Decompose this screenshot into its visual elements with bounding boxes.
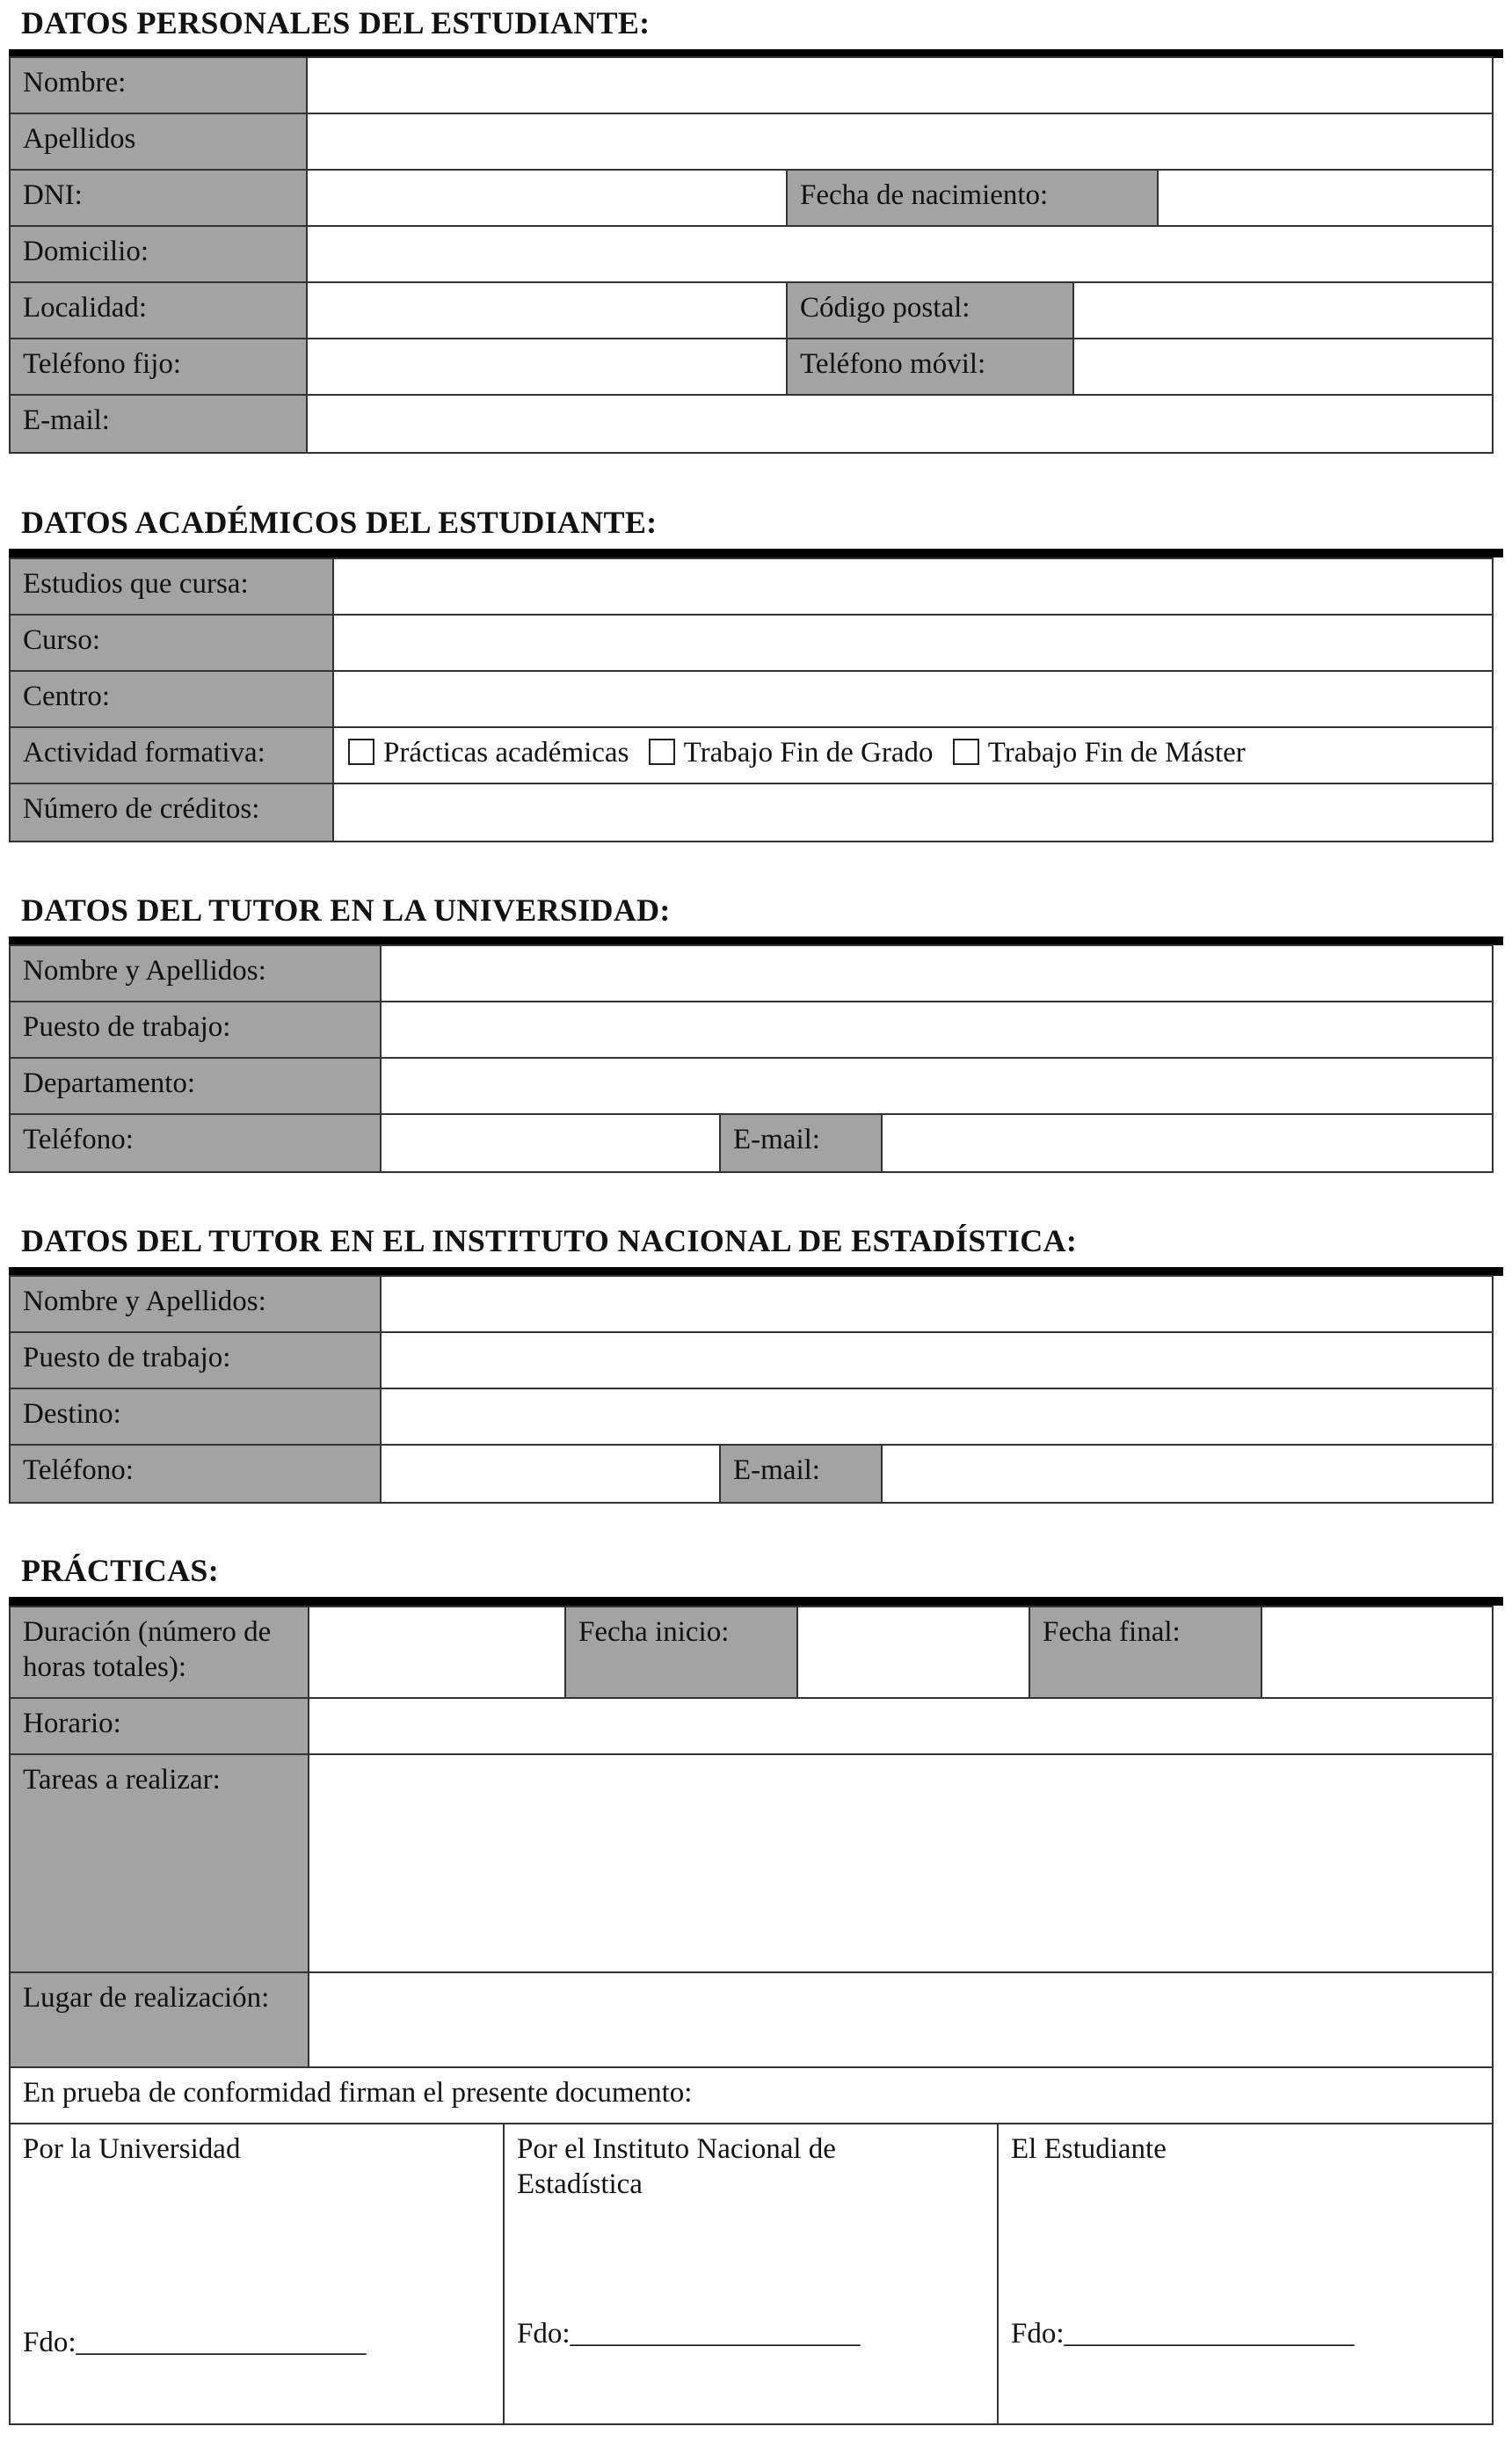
input-fecha-inicio[interactable] <box>796 1606 1030 1699</box>
fdo-universidad: Fdo:____________________ <box>23 2327 367 2358</box>
actividad-options <box>332 726 1494 784</box>
input-tutor-uni-puesto[interactable] <box>380 1001 1494 1059</box>
input-tutor-ine-nombre[interactable] <box>380 1275 1494 1333</box>
label-tutor-uni-departamento: Departamento: <box>9 1057 382 1115</box>
input-tutor-uni-telefono[interactable] <box>380 1113 721 1173</box>
input-curso[interactable] <box>332 614 1494 672</box>
input-tutor-uni-email[interactable] <box>881 1113 1494 1173</box>
input-localidad[interactable] <box>306 281 788 339</box>
input-tutor-uni-nombre[interactable] <box>380 944 1494 1002</box>
input-horario[interactable] <box>308 1697 1494 1755</box>
label-tutor-uni-telefono: Teléfono: <box>9 1113 382 1173</box>
section-title-tutor-uni: DATOS DEL TUTOR EN LA UNIVERSIDAD: <box>21 893 671 928</box>
firma-universidad[interactable] <box>9 2123 505 2425</box>
input-telefono-movil[interactable] <box>1072 338 1494 396</box>
label-actividad: Actividad formativa: <box>9 726 334 784</box>
section-title-academic: DATOS ACADÉMICOS DEL ESTUDIANTE: <box>21 505 658 540</box>
fdo-ine: Fdo:____________________ <box>517 2318 861 2350</box>
label-tutor-uni-puesto: Puesto de trabajo: <box>9 1001 382 1059</box>
firma-ine[interactable] <box>503 2123 999 2425</box>
input-apellidos[interactable] <box>306 113 1494 171</box>
checkbox[interactable] <box>649 739 675 765</box>
label-estudios: Estudios que cursa: <box>9 557 334 616</box>
label-tutor-uni-email: E-mail: <box>719 1113 883 1173</box>
input-estudios[interactable] <box>332 557 1494 616</box>
input-fecha-final[interactable] <box>1261 1606 1494 1699</box>
label-lugar: Lugar de realización: <box>9 1971 309 2068</box>
option-tfm[interactable]: Trabajo Fin de Máster <box>953 735 1246 770</box>
input-creditos[interactable] <box>332 783 1494 842</box>
input-fecha-nacimiento[interactable] <box>1157 169 1494 227</box>
label-telefono-fijo: Teléfono fijo: <box>9 338 308 396</box>
input-dni[interactable] <box>306 169 788 227</box>
label-tutor-ine-nombre: Nombre y Apellidos: <box>9 1275 382 1333</box>
input-codigo-postal[interactable] <box>1072 281 1494 339</box>
checkbox[interactable] <box>953 739 979 765</box>
input-email[interactable] <box>306 394 1494 454</box>
section-divider <box>9 1597 1503 1606</box>
label-horario: Horario: <box>9 1697 309 1755</box>
label-tutor-uni-nombre: Nombre y Apellidos: <box>9 944 382 1002</box>
input-telefono-fijo[interactable] <box>306 338 788 396</box>
firma-estudiante[interactable] <box>997 2123 1494 2425</box>
firma-estudiante-label: El Estudiante <box>1011 2133 1167 2165</box>
label-localidad: Localidad: <box>9 281 308 339</box>
label-fecha-final: Fecha final: <box>1029 1606 1262 1699</box>
label-curso: Curso: <box>9 614 334 672</box>
conformidad-text: En prueba de conformidad firman el presente documento: <box>9 2066 1494 2124</box>
firma-ine-label: Por el Instituto Nacional de Estadística <box>517 2133 836 2200</box>
input-duracion[interactable] <box>308 1606 566 1699</box>
input-tareas[interactable] <box>308 1753 1494 1973</box>
section-title-tutor-ine: DATOS DEL TUTOR EN EL INSTITUTO NACIONAL DE ESTADÍSTICA: <box>21 1223 1078 1258</box>
label-tutor-ine-destino: Destino: <box>9 1388 382 1446</box>
section-title-practicas: PRÁCTICAS: <box>21 1553 220 1588</box>
input-tutor-ine-puesto[interactable] <box>380 1331 1494 1389</box>
label-duracion: Duración (número de horas totales): <box>9 1606 309 1699</box>
input-tutor-uni-departamento[interactable] <box>380 1057 1494 1115</box>
label-domicilio: Domicilio: <box>9 225 308 283</box>
fdo-estudiante: Fdo:____________________ <box>1011 2318 1355 2350</box>
label-creditos: Número de créditos: <box>9 783 334 842</box>
label-fecha-nacimiento: Fecha de nacimiento: <box>786 169 1159 227</box>
input-centro[interactable] <box>332 670 1494 728</box>
input-tutor-ine-destino[interactable] <box>380 1388 1494 1446</box>
label-tutor-ine-email: E-mail: <box>719 1444 883 1504</box>
label-tareas: Tareas a realizar: <box>9 1753 309 1973</box>
input-tutor-ine-telefono[interactable] <box>380 1444 721 1504</box>
label-centro: Centro: <box>9 670 334 728</box>
input-tutor-ine-email[interactable] <box>881 1444 1494 1504</box>
checkbox[interactable] <box>348 739 374 765</box>
label-tutor-ine-telefono: Teléfono: <box>9 1444 382 1504</box>
section-divider <box>9 549 1503 557</box>
label-nombre: Nombre: <box>9 56 308 114</box>
input-domicilio[interactable] <box>306 225 1494 283</box>
label-codigo-postal: Código postal: <box>786 281 1074 339</box>
input-nombre[interactable] <box>306 56 1494 114</box>
label-apellidos: Apellidos <box>9 113 308 171</box>
label-email: E-mail: <box>9 394 308 454</box>
label-dni: DNI: <box>9 169 308 227</box>
option-tfg[interactable]: Trabajo Fin de Grado <box>649 735 934 770</box>
input-lugar[interactable] <box>308 1971 1494 2068</box>
label-tutor-ine-puesto: Puesto de trabajo: <box>9 1331 382 1389</box>
label-fecha-inicio: Fecha inicio: <box>564 1606 798 1699</box>
section-title-personal: DATOS PERSONALES DEL ESTUDIANTE: <box>21 5 651 40</box>
firma-universidad-label: Por la Universidad <box>23 2133 241 2165</box>
label-telefono-movil: Teléfono móvil: <box>786 338 1074 396</box>
option-practicas[interactable]: Prácticas académicas <box>348 735 629 770</box>
